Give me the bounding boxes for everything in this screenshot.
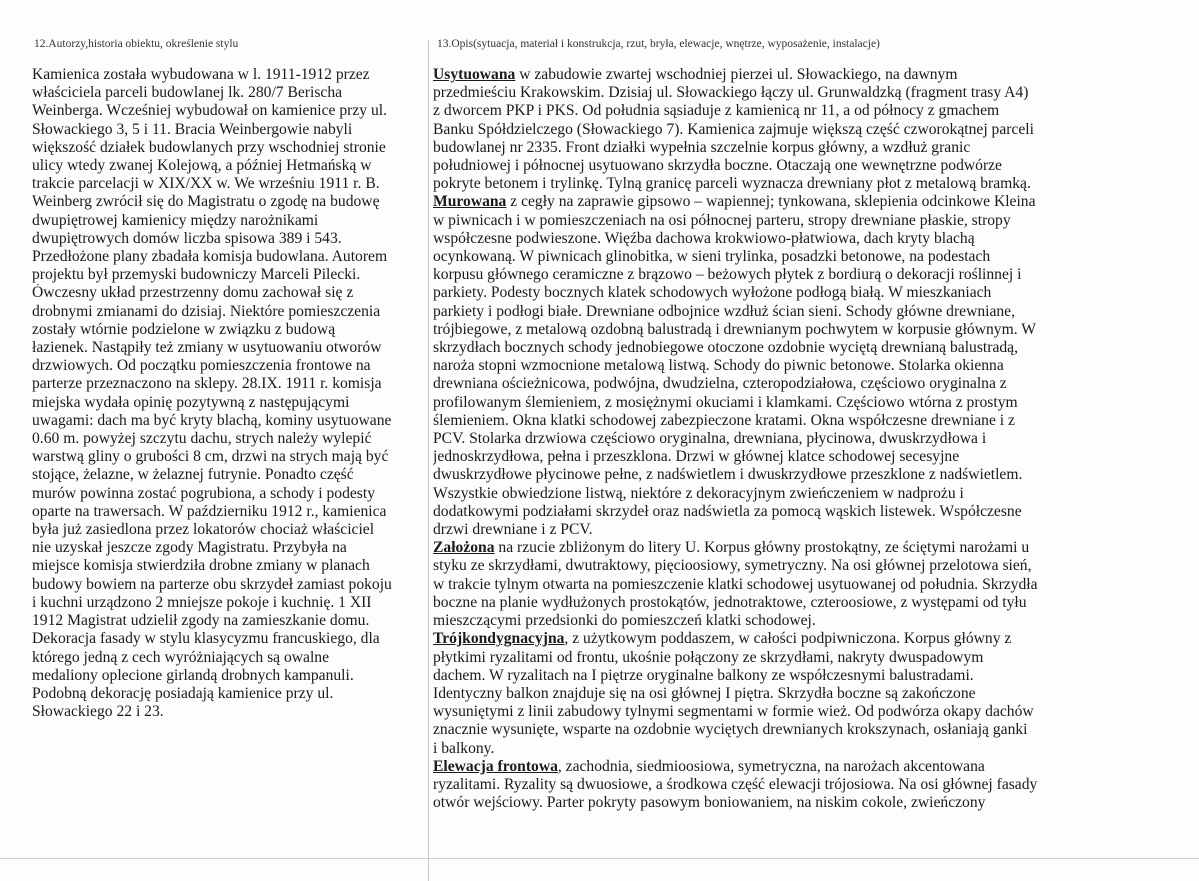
description-text: dwuskrzydłowe płycinowe pełne, z nadświetlem i dwuskrzydłowe przeszklone z nadświetlem. xyxy=(433,466,1023,484)
description-text: Identyczny balkon znajduje się na osi głównej I piętra. Skrzydła boczne są zakończone xyxy=(433,684,976,702)
section-12-heading: 12.Autorzy,historia obiektu, określenie stylu xyxy=(34,38,239,50)
description-text-line xyxy=(433,667,1198,685)
description-text: ślemieniem. Okna klatki schodowej zabezpieczone kratami. Okna współczesne drewniane i z xyxy=(433,411,1015,429)
description-text-line xyxy=(433,266,1198,284)
description-text-line xyxy=(433,284,1198,302)
description-text: parkiety i podłogi białe. Drewniane odbojnice wzdłuż ścian sieni. Schody główne drewniane, xyxy=(433,302,1016,320)
history-text-line: Weinberg zwrócił się do Magistratu o zgodę na budowę xyxy=(32,193,380,211)
description-text: mieszczącymi przedsionki do pomieszczeń klatki schodowej. xyxy=(433,612,816,630)
history-text-line: Weinberga. Wcześniej wybudował on kamienice przy ul. xyxy=(32,102,387,120)
description-text: w trakcie tylnym otwarta na pomieszczenie klatki schodowej usytuowanej od południa. Skrzydła xyxy=(433,575,1038,593)
section-keyword: Usytuowana xyxy=(433,66,516,83)
history-text-line: Ówczesny układ przestrzenny domu zachował się z xyxy=(32,284,354,302)
history-text-line: Podobną dekorację posiadają kamienice przy ul. xyxy=(32,684,334,702)
history-text-line: zostały wtórnie podzielone w związku z budową xyxy=(32,320,336,338)
description-text: boczne na planie wydłużonych prostokątów, jednotraktowe, czteroosiowe, z występami od tyłu xyxy=(433,593,1027,611)
description-text-line xyxy=(433,412,1198,430)
description-text-line xyxy=(433,357,1198,375)
description-text: w piwnicach i w pomieszczeniach na osi północnej parteru, stropy drewniane płaskie, stropy xyxy=(433,211,1011,229)
history-text-line: uwagami: dach ma być kryty blachą, kominy usytuowane xyxy=(32,411,392,429)
description-text-line xyxy=(433,102,1198,120)
history-text-line: medaliony oplecione girlandą drobnych kampanuli. xyxy=(32,666,354,684)
history-text-line: Dekoracja fasady w stylu klasycyzmu francuskiego, dla xyxy=(32,630,380,648)
description-text: otwór wejściowy. Parter pokryty pasowym boniowaniem, na niskim cokole, zwieńczony xyxy=(433,794,986,812)
description-text: z dworcem PKP i PKS. Od południa sąsiaduje z kamienicą nr 11, a od północy z gmachem xyxy=(433,102,1000,120)
description-text: korpusu głównego ceramiczne z brązowo – beżowych płytek z bordiurą o dekoracji roślinnej i xyxy=(433,266,1022,284)
description-text: znacznie wysunięte, wsparte na ozdobnie wyciętych drewnianych krokszynach, osłaniają ganki xyxy=(433,721,1028,739)
history-text-line: budowy bowiem na parterze obu skrzydeł zamiast pokoju xyxy=(32,575,392,593)
description-text-line xyxy=(433,157,1198,175)
history-text-line: Kamienica została wybudowana w l. 1911-1912 przez xyxy=(32,66,370,83)
description-text-line xyxy=(433,485,1198,503)
description-text: Wszystkie obwiedzione listwą, niektóre z dekoracyjnym zwieńczeniem w nadprożu i xyxy=(433,484,964,502)
history-text-column xyxy=(32,66,427,721)
section-13-heading: 13.Opis(sytuacja, materiał i konstrukcja, rzut, bryła, elewacje, wnętrze, wyposażenie, instalacje) xyxy=(437,38,880,50)
history-text-line: oparte na trawersach. W październiku 1912 r., kamienica xyxy=(32,502,387,520)
description-text: profilowanym ślemieniem, z mosiężnymi okuciami i klamkami. Częściowo wtórna z prostym xyxy=(433,393,1018,411)
description-text: trójbiegowe, z metalową ozdobną balustradą i drewnianym pochwytem w korpusie głównym. W xyxy=(433,320,1036,338)
history-text-line: drzwiowych. Od początku pomieszczenia frontowe na xyxy=(32,357,371,375)
description-text-line xyxy=(433,649,1198,667)
history-text-line: łazienek. Nastąpiły też zmiany w usytuowaniu otworów xyxy=(32,339,382,357)
description-text-line xyxy=(433,248,1198,266)
history-text-line: dwupiętrowych domów liczba spisowa 389 i 543. xyxy=(32,229,342,247)
history-text-line: warstwą gliny o grubości 8 cm, drzwi na strych mają być xyxy=(32,448,389,466)
description-text: dodatkowymi podziałami skrzydeł oraz nadświetla za pomocą wąskich listewek. Współczesne xyxy=(433,502,1022,520)
description-text-line xyxy=(433,521,1198,539)
bottom-divider xyxy=(0,858,1199,859)
section-keyword: Trójkondygnacyjna xyxy=(433,630,565,648)
history-text-line: właściciela parceli budowlanej lk. 280/7 Berischa xyxy=(32,84,343,102)
history-text-line: 1912 Magistrat udzielił zgody na zamieszkanie domu. xyxy=(32,612,370,630)
description-text-line xyxy=(433,375,1198,393)
description-text: drzwi drewniane i z PCV. xyxy=(433,521,593,539)
description-text-line xyxy=(433,630,1198,648)
description-text-column xyxy=(433,66,1198,812)
description-text-line xyxy=(433,594,1198,612)
description-text: ocynkowaną. W piwnicach glinobitka, w sieni trylinka, posadzki betonowe, na podestach xyxy=(433,248,991,266)
description-text-line xyxy=(433,776,1198,794)
description-text-line xyxy=(433,612,1198,630)
description-text-line xyxy=(433,448,1198,466)
description-text: przedmieściu Krakowskim. Dzisiaj ul. Słowackiego łączy ul. Grunwaldzką (fragment trasy A4) xyxy=(433,84,1029,102)
history-text-line: ulicy wtedy zwanej Kolejową, a później Hetmańską w xyxy=(32,157,372,175)
history-text-line: nie uzyskał jeszcze zgody Magistratu. Przybyła na xyxy=(32,539,347,557)
description-text: styku ze skrzydłami, dwutraktowy, pięcioosiowy, symetryczny. Na osi głównej przelotowa sień, xyxy=(433,557,1032,575)
description-text-line xyxy=(433,84,1198,102)
description-text-line xyxy=(433,139,1198,157)
description-text: Banku Spółdzielczego (Słowackiego 7). Kamienica zajmuje większą część czworokątnej parceli xyxy=(433,120,1034,138)
history-text-line: większość działek budowlanych przy wschodniej stronie xyxy=(32,138,386,156)
description-text: jednoskrzydłowa, pełna i przeszklona. Drzwi w głównej klatce schodowej secesyjne xyxy=(433,448,960,466)
description-text: skrzydłach bocznych schody jednobiegowe otoczone ozdobnie wyciętą drewnianą balustradą, xyxy=(433,339,1018,357)
column-divider xyxy=(428,40,429,881)
description-text-line xyxy=(433,212,1198,230)
description-text-line xyxy=(433,758,1198,776)
description-text: parkiety. Podesty bocznych klatek schodowych wyłożone podłogą białą. W mieszkaniach xyxy=(433,284,992,302)
history-text-line: projektu był przemyski budowniczy Marceli Pilecki. xyxy=(32,266,361,284)
history-text-line: Słowackiego 22 i 23. xyxy=(32,703,164,721)
history-text-line: była już zasiedlona przez lokatorów chociaż właściciel xyxy=(32,521,375,539)
history-text-line: Przedłożone plany zbadała komisja budowlana. Autorem xyxy=(32,248,388,266)
description-text: i balkony. xyxy=(433,739,495,757)
history-text-line: i kuchni urządzono 2 mniejsze pokoje i kuchnię. 1 XII xyxy=(32,593,372,611)
description-text: ryzalitami. Ryzality są dwuosiowe, a środkowa część elewacji trójosiowa. Na osi głównej fasady xyxy=(433,775,1038,793)
description-text: południowej i północnej usytuowano skrzydła boczne. Otaczają one wewnętrzne podwórze xyxy=(433,157,1002,175)
description-text-line xyxy=(433,557,1198,575)
description-text-line xyxy=(433,576,1198,594)
description-text-line xyxy=(433,466,1198,484)
section-keyword: Elewacja frontowa xyxy=(433,757,558,775)
description-text-line xyxy=(433,230,1198,248)
description-text: naroża stopni wzmocnione metalową listwą. Schody do piwnic betonowe. Stolarka okienna xyxy=(433,357,1004,375)
description-text-line xyxy=(433,66,1198,84)
description-text: w zabudowie zwartej wschodniej pierzei ul. Słowackiego, na dawnym xyxy=(515,66,958,83)
history-text-line: drobnymi zmianami do dzisiaj. Niektóre pomieszczenia xyxy=(32,302,381,320)
history-text-line: Słowackiego 3, 5 i 11. Bracia Weinbergowie nabyli xyxy=(32,120,353,138)
description-text-line xyxy=(433,303,1198,321)
section-keyword: Murowana xyxy=(433,193,507,211)
description-text: drewniana ościeżnicowa, podwójna, dwudzielna, czteropodziałowa, częściowo oryginalna z xyxy=(433,375,1007,393)
description-text: wysuniętymi z linii zabudowy tylnymi segmentami w formie wież. Od podwórza okapy dachów xyxy=(433,703,1034,721)
history-text-line: murów powinna zostać pogrubiona, a schody i podesty xyxy=(32,484,375,502)
description-text-line xyxy=(433,721,1198,739)
description-text: płytkimi ryzalitami od frontu, ukośnie połączony ze skrzydłami, nakryty dwuspadowym xyxy=(433,648,984,666)
description-text: na rzucie zbliżonym do litery U. Korpus główny prostokątny, ze ściętymi narożami u xyxy=(494,539,1030,557)
description-text-line xyxy=(433,740,1198,758)
history-text-line: 0.60 m. powyżej szczytu dachu, strych należy wylepić xyxy=(32,430,372,448)
history-text-line: parterze przeznaczono na sklepy. 28.IX. 1911 r. komisja xyxy=(32,375,382,393)
description-text: , z użytkowym poddaszem, w całości podpiwniczona. Korpus główny z xyxy=(564,630,1012,648)
description-text-line xyxy=(433,193,1198,211)
description-text-line xyxy=(433,539,1198,557)
history-text-line: trakcie parcelacji w XIX/XX w. We wrześniu 1911 r. B. xyxy=(32,175,380,193)
history-text-line: stojące, żelazne, w żelaznej futrynie. Ponadto część xyxy=(32,466,354,484)
description-text-line xyxy=(433,503,1198,521)
description-text: współczesne podwieszone. Więźba dachowa krokwiowo-płatwiowa, dach kryty blachą xyxy=(433,229,975,247)
history-text-line: dwupiętrowej kamienicy między narożnikami xyxy=(32,211,319,229)
description-text: PCV. Stolarka drzwiowa częściowo oryginalna, drewniana, płycinowa, dwuskrzydłowa i xyxy=(433,430,987,448)
section-keyword: Założona xyxy=(433,539,495,557)
description-text-line xyxy=(433,794,1198,812)
description-text-line xyxy=(433,321,1198,339)
history-text-line: miejsce komisja stwierdziła drobne zmiany w planach xyxy=(32,557,370,575)
description-text-line xyxy=(433,430,1198,448)
description-text-line xyxy=(433,339,1198,357)
description-text-line xyxy=(433,685,1198,703)
description-text: , zachodnia, siedmioosiowa, symetryczna, na narożach akcentowana xyxy=(557,757,985,775)
description-text-line xyxy=(433,703,1198,721)
description-text: pokryte betonem i trylinkę. Tylną granicę parceli wyznacza drewniany płot z metalową bramką. xyxy=(433,175,1031,193)
history-text-line: miejska wydała opinię pozytywną z następującymi xyxy=(32,393,350,411)
description-text-line xyxy=(433,394,1198,412)
description-text: z cegły na zaprawie gipsowo – wapiennej; tynkowana, sklepienia odcinkowe Kleina xyxy=(506,193,1036,211)
description-text-line xyxy=(433,121,1198,139)
description-text: budowlanej nr 2335. Front działki wypełnia szczelnie korpus główny, a wzdłuż granic xyxy=(433,138,971,156)
history-text-line: którego jedną z cech wyróżniających są owalne xyxy=(32,648,330,666)
description-text: dachem. W ryzalitach na I piętrze oryginalne balkony ze współczesnymi balustradami. xyxy=(433,666,974,684)
description-text-line xyxy=(433,175,1198,193)
